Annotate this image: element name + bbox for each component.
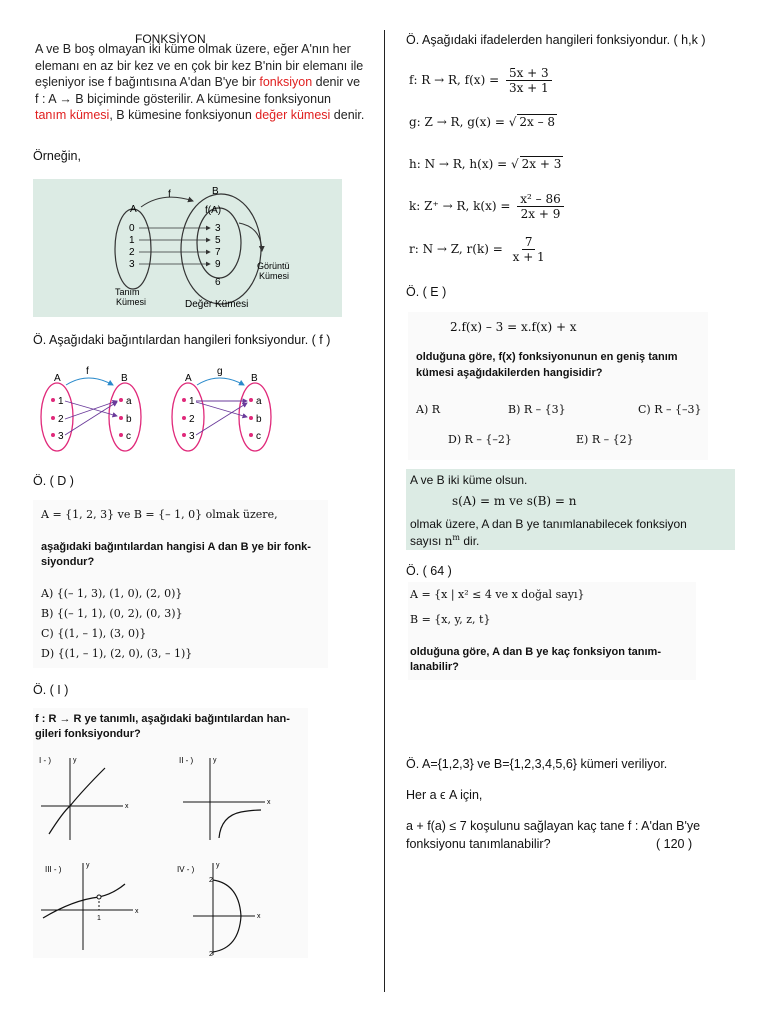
expr-k xyxy=(409,192,564,221)
function-diagram xyxy=(33,179,342,317)
expr-f-prefix: f: R → R, f(x) = xyxy=(409,73,500,87)
expr-f-fraction xyxy=(506,66,552,95)
tanim-label: Tanım xyxy=(115,287,140,297)
q4-line2: Her a ϵ A için, xyxy=(406,788,483,802)
answer-64: Ö. ( 64 ) xyxy=(406,564,452,578)
expr-g-radicand: 2x – 8 xyxy=(519,115,556,129)
answer-e: Ö. ( E ) xyxy=(406,285,447,299)
q-count-line2: lanabilir? xyxy=(410,661,459,673)
g3-one: 1 xyxy=(97,915,101,922)
function-diagram-svg xyxy=(33,179,342,317)
graph-label-II: II - ) xyxy=(179,756,194,765)
q2-option-a: A) {(– 1, 3), (1, 0), (2, 0)} xyxy=(41,587,183,600)
expr-g-prefix: g: Z → R, g(x) = √ xyxy=(409,115,517,129)
goruntu-label: Görüntü xyxy=(257,261,290,271)
g4-two-top: 2 xyxy=(209,877,213,884)
info-line3: olmak üzere, A dan B ye tanımlanabilecek fonksiyon xyxy=(410,517,687,531)
q2-line3: siyondur? xyxy=(41,556,95,568)
q-domain-option-d: D) R – {–2} xyxy=(448,433,512,446)
def-text-2: denir ve f : A → B biçiminde gösterilir. A kümesine fonksiyonun xyxy=(35,75,361,106)
expr-r-den: x + 1 xyxy=(512,250,545,264)
info-line1: A ve B iki küme olsun. xyxy=(410,473,528,487)
rel2-right-a: a xyxy=(256,396,262,407)
definition-paragraph xyxy=(35,41,365,124)
fa-elem-3: 3 xyxy=(215,223,221,234)
q4-line3: a + f(a) ≤ 7 koşulunu sağlayan kaç tane f : A'dan B'ye xyxy=(406,819,701,833)
expr-r-fraction xyxy=(510,235,548,264)
rel1-right-c: c xyxy=(126,431,131,442)
rel1-left-3: 3 xyxy=(58,431,64,442)
q2-line1: A = {1, 2, 3} ve B = {– 1, 0} olmak üzere, xyxy=(41,508,278,521)
fa-elem-5: 5 xyxy=(215,235,221,246)
extra-elem-6: 6 xyxy=(215,277,221,288)
function-count-info-box xyxy=(406,469,735,550)
graph-label-IV: IV - ) xyxy=(177,865,195,874)
graph-label-III: III - ) xyxy=(45,865,62,874)
a-elem-3: 3 xyxy=(129,259,135,270)
a-elem-2: 2 xyxy=(129,247,135,258)
info-line4 xyxy=(410,533,479,548)
fa-elem-7: 7 xyxy=(215,247,221,258)
info-n: n xyxy=(444,534,453,548)
info-m: m xyxy=(452,533,461,542)
question-graphs xyxy=(33,708,308,958)
tanim-kumesi-label: Kümesi xyxy=(116,297,147,307)
rel1-right-b: b xyxy=(126,414,132,425)
q-count-set-b: B = {x, y, z, t} xyxy=(410,613,491,626)
rel1-f: f xyxy=(86,366,89,377)
rel2-right-b: b xyxy=(256,414,262,425)
rel1-right-a: a xyxy=(126,396,132,407)
expr-f xyxy=(409,66,552,95)
def-text-3: , B kümesine fonksiyonun xyxy=(109,108,256,122)
relation-diagrams-svg xyxy=(33,365,323,457)
deger-label: Değer Kümesi xyxy=(185,299,249,310)
q-domain-option-c: C) R – {–3} xyxy=(638,403,702,416)
q-domain-option-e: E) R – {2} xyxy=(576,433,634,446)
rel2-left-3: 3 xyxy=(189,431,195,442)
g1-x: x xyxy=(125,803,129,810)
graphs-svg xyxy=(33,750,308,960)
diagram-A: A xyxy=(130,204,137,215)
q-domain-line2: kümesi aşağıdakilerden hangisidir? xyxy=(416,367,603,379)
def-term-tanim: tanım kümesi xyxy=(35,108,110,122)
expr-h-prefix: h: N → R, h(x) = √ xyxy=(409,157,519,171)
q2-option-b: B) {(– 1, 1), (0, 2), (0, 3)} xyxy=(41,607,183,620)
g3-y: y xyxy=(86,862,90,869)
graph-label-I: I - ) xyxy=(39,756,51,765)
def-term-fonksiyon: fonksiyon xyxy=(259,75,313,89)
question-count xyxy=(408,582,696,680)
q3-line1: f : R → R ye tanımlı, aşağıdaki bağıntılardan han- xyxy=(35,713,290,725)
q-domain-equation: 2.f(x) – 3 = x.f(x) + x xyxy=(450,320,577,334)
rel2-left-1: 1 xyxy=(189,396,195,407)
q2-option-d: D) {(1, – 1), (2, 0), (3, – 1)} xyxy=(41,647,193,660)
question-set-function xyxy=(33,500,328,668)
g4-y: y xyxy=(216,862,220,869)
q2-option-c: C) {(1, – 1), (3, 0)} xyxy=(41,627,147,640)
goruntu-kumesi-label: Kümesi xyxy=(259,271,290,281)
expr-h xyxy=(409,156,563,171)
expr-k-prefix: k: Z⁺ → R, k(x) = xyxy=(409,199,511,213)
def-term-deger: değer kümesi xyxy=(255,108,331,122)
g3-x: x xyxy=(135,908,139,915)
q-domain-option-b: B) R – {3} xyxy=(508,403,566,416)
question-relations: Ö. Aşağıdaki bağıntılardan hangileri fonksiyondur. ( f ) xyxy=(33,333,331,347)
info-dir: dir. xyxy=(463,534,480,548)
rel2-A: A xyxy=(185,373,192,384)
def-text-4: denir. xyxy=(330,108,365,122)
info-sayisi: sayısı xyxy=(410,534,442,548)
q3-line2: gileri fonksiyondur? xyxy=(35,728,141,740)
answer-i: Ö. ( I ) xyxy=(33,683,69,697)
answer-d: Ö. ( D ) xyxy=(33,474,74,488)
g1-y: y xyxy=(73,757,77,764)
rel1-B: B xyxy=(121,373,128,384)
q-domain-line1: olduğuna göre, f(x) fonksiyonunun en geniş tanım xyxy=(416,351,678,363)
question-domain xyxy=(408,312,708,460)
diagram-f: f xyxy=(168,189,171,200)
q-count-line1: olduğuna göre, A dan B ye kaç fonksiyon tanım- xyxy=(410,646,661,658)
relation-diagrams xyxy=(33,365,323,457)
diagram-fA: f(A) xyxy=(205,205,222,216)
rel1-left-1: 1 xyxy=(58,396,64,407)
fa-elem-9: 9 xyxy=(215,259,221,270)
rel2-B: B xyxy=(251,373,258,384)
expr-k-den: 2x + 9 xyxy=(520,207,561,221)
expr-k-fraction xyxy=(517,192,563,221)
expr-r xyxy=(409,235,548,264)
rel2-left-2: 2 xyxy=(189,414,195,425)
expr-g xyxy=(409,114,557,129)
rel1-left-2: 2 xyxy=(58,414,64,425)
a-elem-0: 0 xyxy=(129,223,135,234)
a-elem-1: 1 xyxy=(129,235,135,246)
q-count-set-a: A = {x | x² ≤ 4 ve x doğal sayı} xyxy=(410,588,585,601)
rel1-A: A xyxy=(54,373,61,384)
rel2-g: g xyxy=(217,366,223,377)
expr-r-num: 7 xyxy=(522,235,536,250)
q4-line1: Ö. A={1,2,3} ve B={1,2,3,4,5,6} kümeri veriliyor. xyxy=(406,757,668,771)
q4-line4: fonksiyonu tanımlanabilir? xyxy=(406,837,551,851)
q-domain-option-a: A) R xyxy=(416,403,441,416)
expr-f-den: 3x + 1 xyxy=(508,81,549,95)
page-title: FONKSİYON xyxy=(135,32,206,46)
column-divider xyxy=(384,30,385,992)
g4-two-bottom: 2 xyxy=(209,951,213,958)
question-expressions: Ö. Aşağıdaki ifadelerden hangileri fonksiyondur. ( h,k ) xyxy=(406,33,706,47)
g2-y: y xyxy=(213,757,217,764)
ornegin-label: Örneğin, xyxy=(33,149,81,163)
g2-x: x xyxy=(267,799,271,806)
rel2-right-c: c xyxy=(256,431,261,442)
expr-k-num: x² – 86 xyxy=(517,192,563,207)
info-line2: s(A) = m ve s(B) = n xyxy=(452,494,577,508)
def-text-1: A ve B boş olmayan iki küme olmak üzere, eğer A'nın her elemanı en az bir kez ve en çok bir kez B'nin bir elemanı ile eşleniyor ise f bağıntısına A'dan B'ye bir xyxy=(35,42,364,89)
q2-line2: aşağıdaki bağıntılardan hangisi A dan B ye bir fonk- xyxy=(41,541,311,553)
g4-x: x xyxy=(257,913,261,920)
expr-r-prefix: r: N → Z, r(k) = xyxy=(409,242,503,256)
expr-f-num: 5x + 3 xyxy=(506,66,552,81)
expr-h-radicand: 2x + 3 xyxy=(521,157,562,171)
q4-answer: ( 120 ) xyxy=(656,837,693,851)
diagram-B: B xyxy=(212,186,219,197)
